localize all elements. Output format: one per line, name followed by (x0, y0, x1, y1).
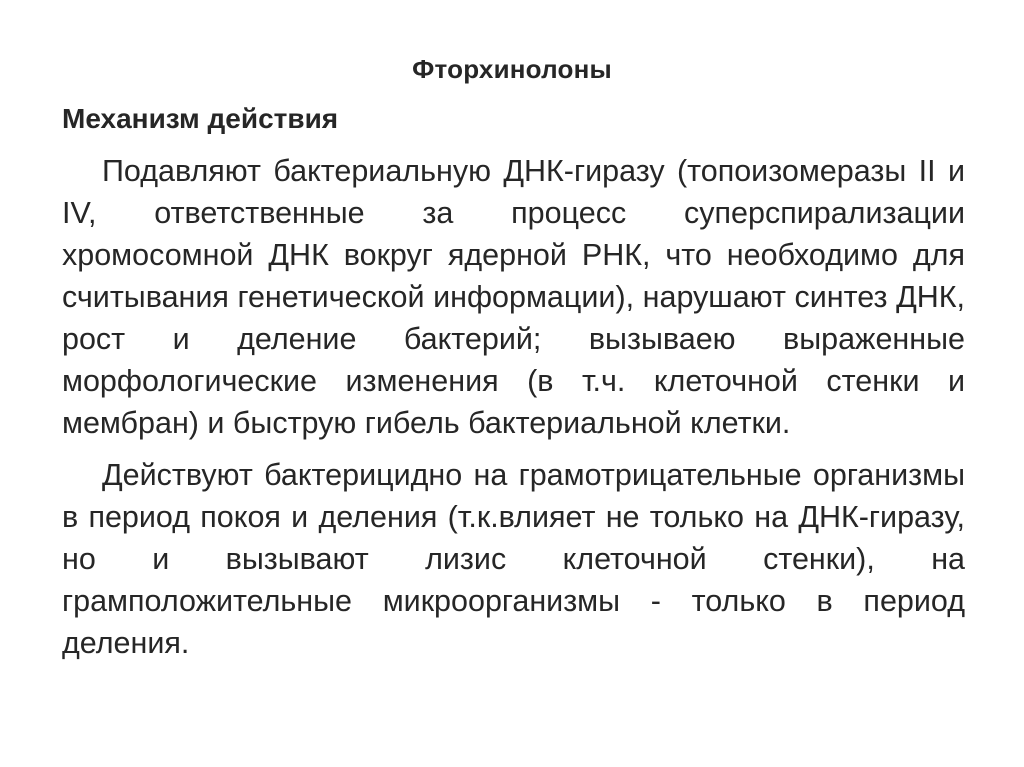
paragraph-mechanism: Подавляют бактериальную ДНК-гиразу (топоизомеразы II и IV, ответственные за процесс суперспирализации хромосомной ДНК вокруг ядерной РНК, что необходимо для считывания генетической информации), нарушают синтез ДНК, рост и деление бактерий; вызываею выраженные морфологические изменения (в т.ч. клеточной стенки и мембран) и быструю гибель бактериальной клетки. (62, 154, 965, 440)
slide-title: Фторхинолоны (412, 54, 612, 84)
paragraph-action: Действуют бактерицидно на грамотрицательные организмы в период покоя и деления (т.к.влияет не только на ДНК-гиразу, но и вызывают лизис клеточной стенки), на грамположительные микроорганизмы - только в период деления. (62, 458, 965, 660)
section-heading: Механизм действия (62, 103, 339, 134)
body-text (62, 150, 965, 674)
